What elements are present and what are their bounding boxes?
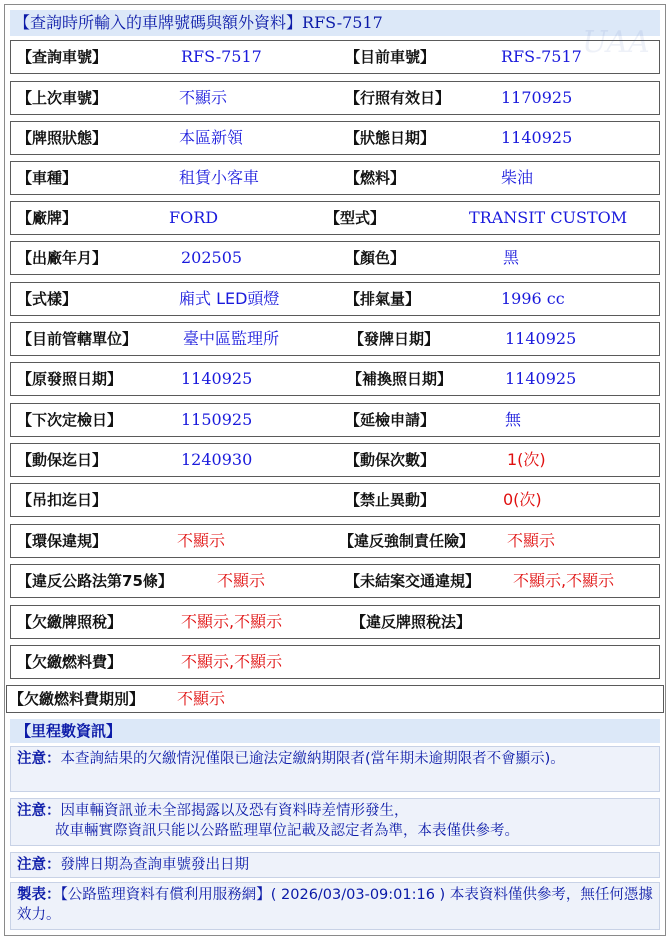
- row-environmental-violation: [10, 524, 660, 558]
- value-compulsory-insurance-violation: 不顯示: [507, 531, 556, 550]
- value-fuel: 柴油: [501, 168, 534, 187]
- note-issue-date-text: 發牌日期為查詢車號發出日期: [60, 857, 249, 873]
- value-highway-act-violation: 不顯示: [217, 571, 266, 590]
- row-vehicle-type: [10, 161, 660, 195]
- value-environmental-violation: 不顯示: [177, 531, 226, 550]
- value-inspection-extension: 無: [505, 410, 522, 429]
- label-license-expiry: 【行照有效日】: [345, 89, 451, 107]
- header-plate: RFS-7517: [302, 13, 383, 32]
- label-color: 【顏色】: [345, 249, 406, 267]
- label-unpaid-fuel-fee: 【欠繳燃料費】: [17, 653, 123, 671]
- svg-text:UAA: UAA: [582, 25, 650, 60]
- label-brand: 【廠牌】: [17, 209, 78, 227]
- value-jurisdiction: 臺中區監理所: [183, 329, 280, 348]
- query-header: [10, 10, 660, 36]
- note-label: 注意：: [17, 751, 61, 767]
- value-previous-plate: 不顯示: [179, 88, 228, 107]
- label-status-date: 【狀態日期】: [345, 129, 436, 147]
- label-reissue-date: 【補換照日期】: [347, 370, 453, 388]
- label-body-style: 【式樣】: [17, 290, 78, 308]
- label-next-inspection: 【下次定檢日】: [17, 411, 123, 429]
- row-query-plate: [10, 40, 660, 74]
- value-chattel-mortgage-count: 1(次): [507, 450, 546, 469]
- row-manufacture-date: [10, 241, 660, 275]
- note-issue-date: [10, 852, 660, 878]
- label-compulsory-insurance-violation: 【違反強制責任險】: [339, 532, 475, 550]
- value-manufacture-date: 202505: [181, 248, 243, 267]
- label-jurisdiction: 【目前管轄單位】: [17, 330, 138, 348]
- value-model: TRANSIT CUSTOM: [469, 208, 628, 227]
- row-jurisdiction: [10, 322, 660, 356]
- value-unpaid-fuel-fee: 不顯示,不顯示: [181, 652, 283, 671]
- label-query-plate: 【查詢車號】: [17, 48, 108, 66]
- value-unsettled-traffic-violation: 不顯示,不顯示: [513, 571, 615, 590]
- row-chattel-mortgage-end: [10, 443, 660, 477]
- label-unpaid-fuel-fee-period: 【欠繳燃料費期別】: [9, 690, 145, 708]
- label-model: 【型式】: [325, 209, 386, 227]
- row-body-style: [10, 282, 660, 316]
- label-vehicle-type: 【車種】: [17, 169, 78, 187]
- label-chattel-mortgage-end: 【動保迄日】: [17, 451, 108, 469]
- row-unpaid-license-tax: [10, 605, 660, 639]
- label-plate-issue-date: 【發牌日期】: [349, 330, 440, 348]
- footer-text: 【公路監理資料有償利用服務網】( 2026/03/03-09:01:16 ) 本表資料僅供參考，無任何憑據效力。: [17, 887, 653, 923]
- row-next-inspection: [10, 403, 660, 437]
- header-title: 【查詢時所輸入的車牌號碼與額外資料】: [14, 13, 303, 32]
- row-original-issue-date: [10, 362, 660, 396]
- note-label: 注意：: [17, 803, 61, 819]
- mileage-section-title: 【里程數資訊】: [10, 719, 660, 743]
- label-unsettled-traffic-violation: 【未結案交通違規】: [345, 572, 481, 590]
- label-highway-act-violation: 【違反公路法第75條】: [17, 572, 173, 590]
- value-chattel-mortgage-end: 1240930: [181, 450, 253, 469]
- label-transfer-ban: 【禁止異動】: [345, 491, 436, 509]
- value-unpaid-fuel-fee-period: 不顯示: [177, 689, 226, 708]
- value-unpaid-license-tax: 不顯示,不顯示: [181, 612, 283, 631]
- report-footer: [10, 882, 660, 930]
- label-fuel: 【燃料】: [345, 169, 406, 187]
- note-disclosure-text-1: 因車輛資訊並未全部揭露以及恐有資料時差情形發生，: [60, 803, 409, 819]
- value-plate-status: 本區新領: [179, 128, 244, 147]
- row-previous-plate: [10, 81, 660, 115]
- value-plate-issue-date: 1140925: [505, 329, 577, 348]
- label-license-tax-violation: 【違反牌照稅法】: [351, 613, 472, 631]
- value-next-inspection: 1150925: [181, 410, 253, 429]
- label-suspension-end: 【吊扣迄日】: [17, 491, 108, 509]
- watermark-logo-icon: [576, 14, 656, 74]
- label-environmental-violation: 【環保違規】: [17, 532, 108, 550]
- label-manufacture-date: 【出廠年月】: [17, 249, 108, 267]
- value-license-expiry: 1170925: [501, 88, 573, 107]
- row-brand: [10, 201, 660, 235]
- label-unpaid-license-tax: 【欠繳牌照稅】: [17, 613, 123, 631]
- note-label: 注意：: [17, 857, 61, 873]
- note-disclosure-text-2: 故車輛實際資訊只能以公路監理單位記載及認定者為準，本表僅供參考。: [55, 823, 519, 839]
- label-inspection-extension: 【延檢申請】: [345, 411, 436, 429]
- note-unpaid-scope: [10, 746, 660, 792]
- value-query-plate: RFS-7517: [181, 47, 262, 66]
- note-unpaid-scope-text: 本查詢結果的欠繳情況僅限已逾法定繳納期限者(當年期未逾期限者不會顯示)。: [60, 751, 565, 767]
- value-vehicle-type: 租賃小客車: [179, 168, 260, 187]
- value-reissue-date: 1140925: [505, 369, 577, 388]
- value-status-date: 1140925: [501, 128, 573, 147]
- footer-label: 製表：: [17, 887, 61, 903]
- row-suspension-end: [10, 483, 660, 517]
- label-current-plate: 【目前車號】: [345, 48, 436, 66]
- value-brand: FORD: [169, 208, 219, 227]
- label-previous-plate: 【上次車號】: [17, 89, 108, 107]
- row-unpaid-fuel-fee-period: [6, 685, 664, 713]
- value-body-style: 廂式 LED頭燈: [179, 289, 280, 308]
- label-plate-status: 【牌照狀態】: [17, 129, 108, 147]
- row-highway-act-violation: [10, 564, 660, 598]
- label-chattel-mortgage-count: 【動保次數】: [345, 451, 436, 469]
- label-original-issue-date: 【原發照日期】: [17, 370, 123, 388]
- value-displacement: 1996 cc: [501, 289, 565, 308]
- value-transfer-ban: 0(次): [503, 490, 542, 509]
- value-original-issue-date: 1140925: [181, 369, 253, 388]
- note-disclosure: [10, 798, 660, 846]
- row-plate-status: [10, 121, 660, 155]
- label-displacement: 【排氣量】: [345, 290, 421, 308]
- row-unpaid-fuel-fee: [10, 645, 660, 679]
- value-color: 黑: [503, 248, 520, 267]
- value-current-plate: RFS-7517: [501, 47, 582, 66]
